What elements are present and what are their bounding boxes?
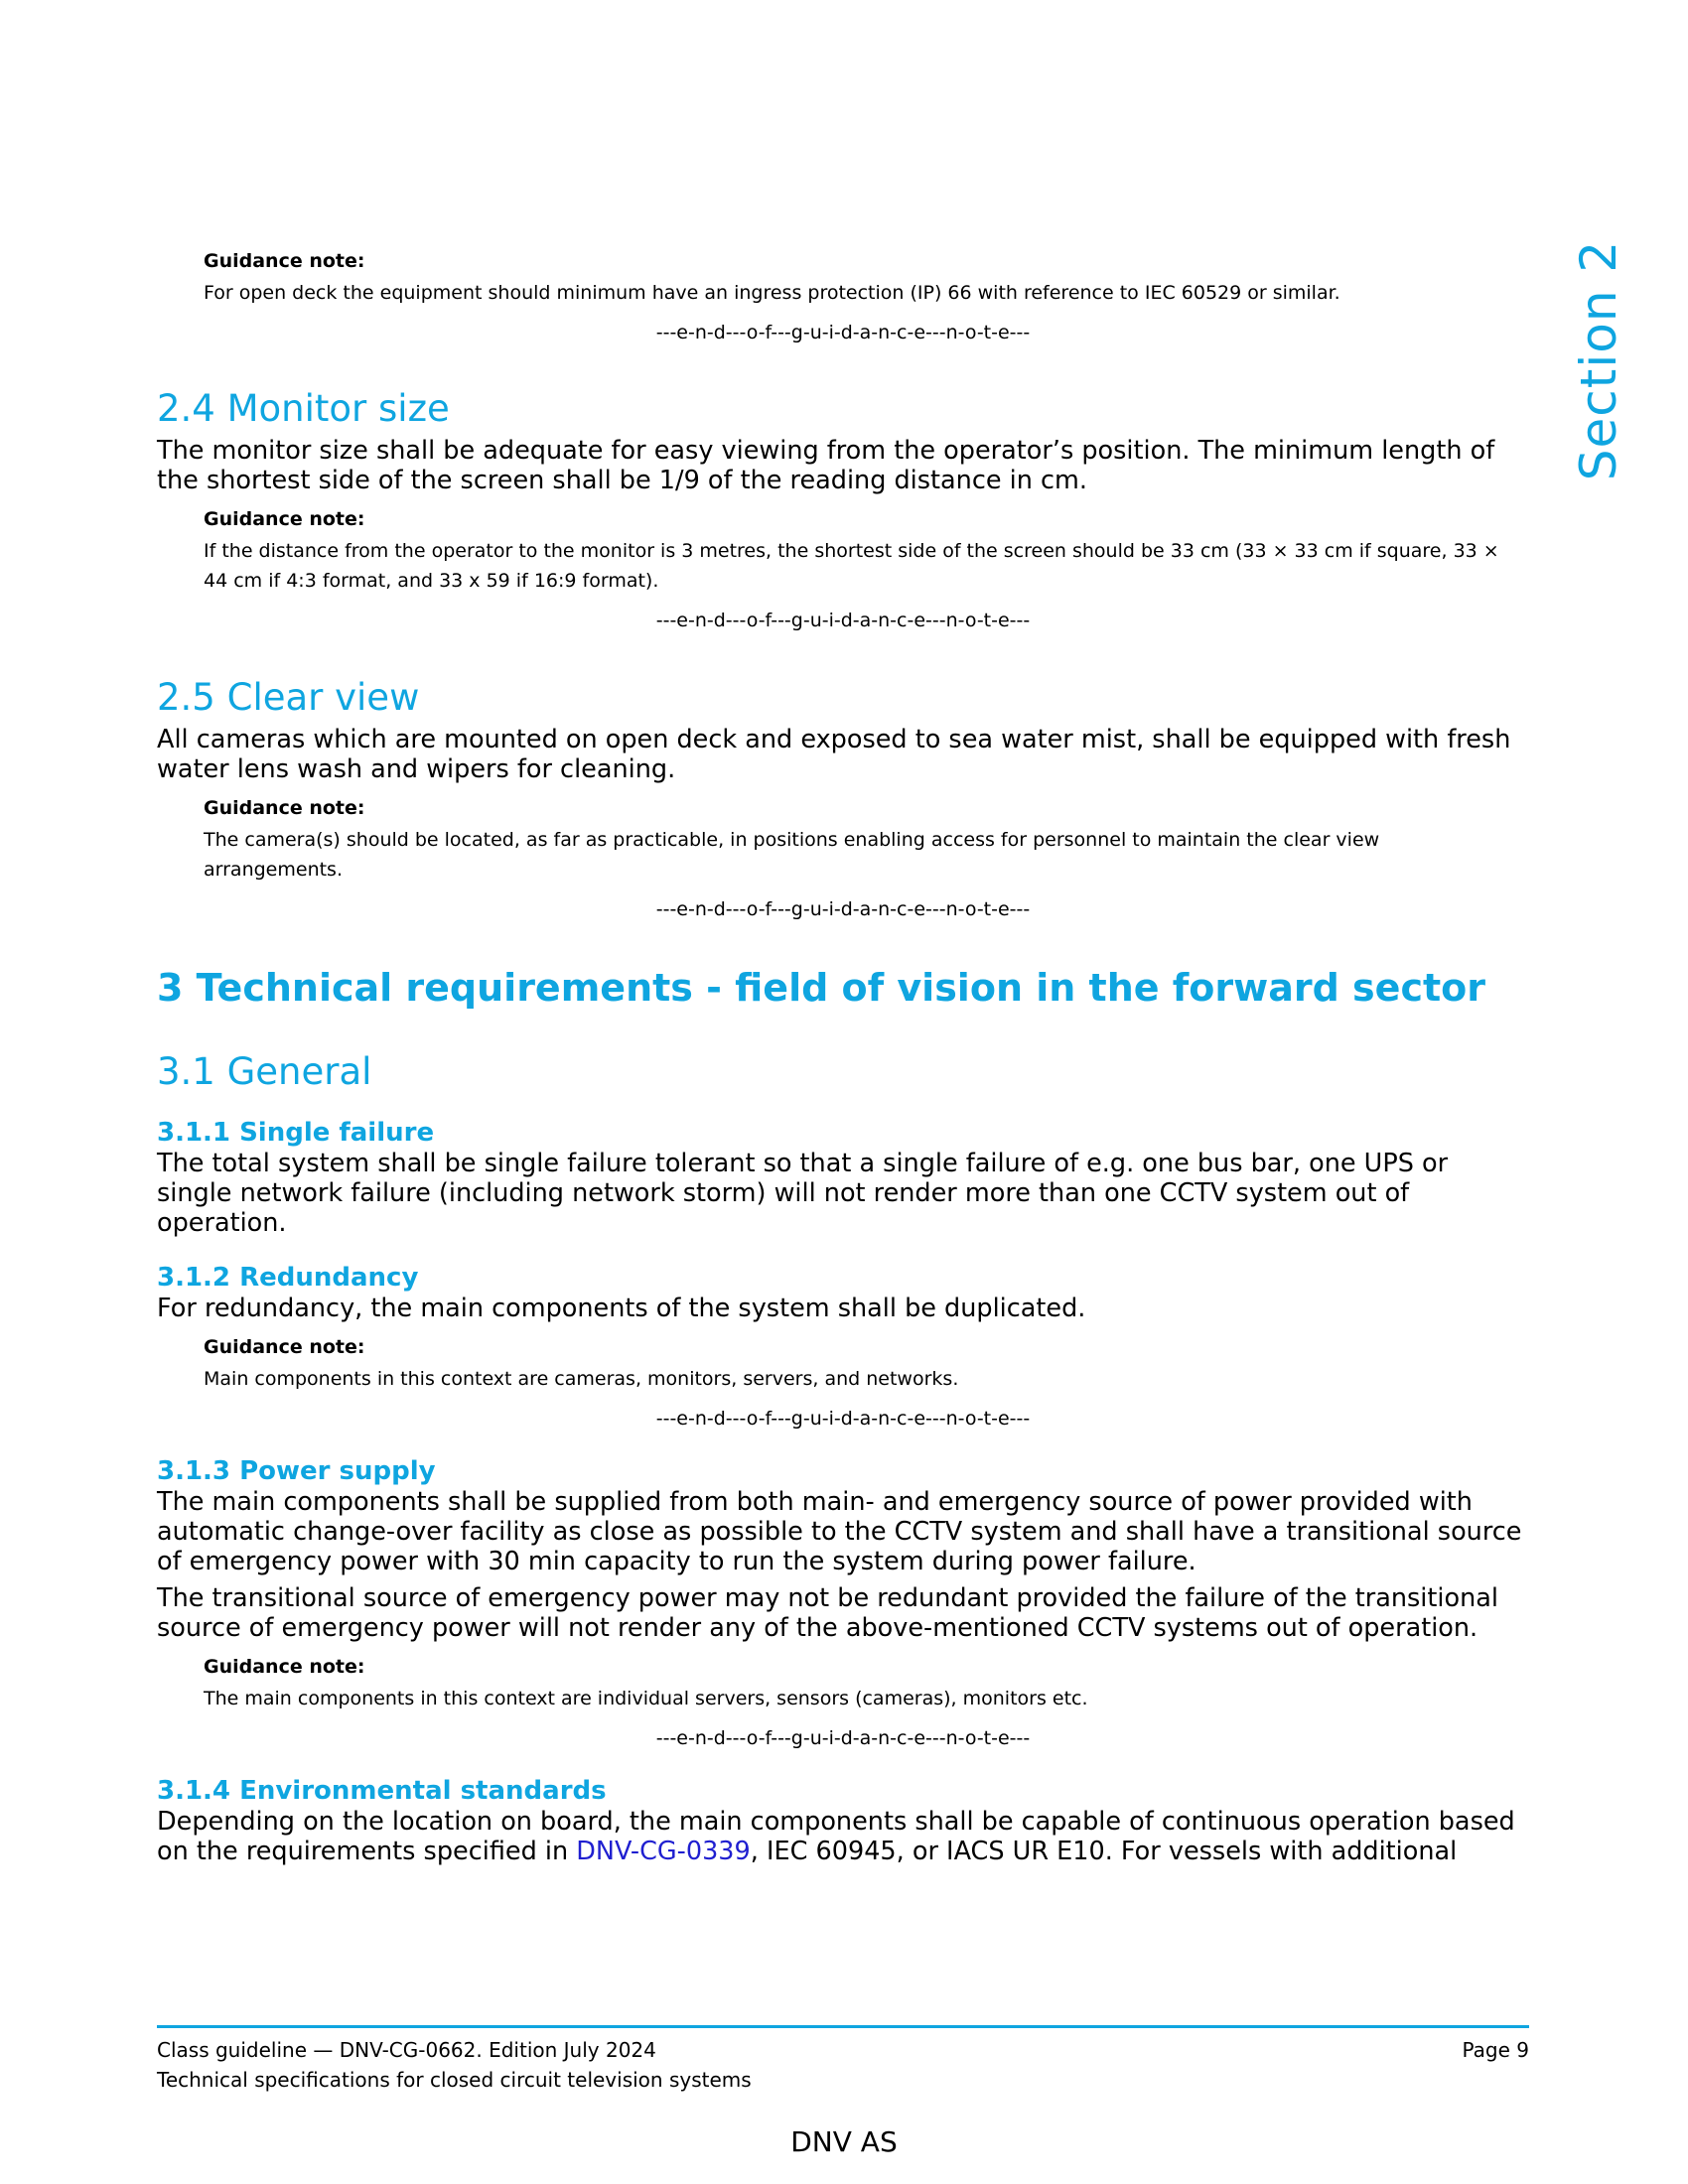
guidance-note-end: ---e-n-d---o-f---g-u-i-d-a-n-c-e---n-o-t-e--- [655, 322, 1031, 343]
guidance-note-label: Guidance note: [204, 1656, 365, 1678]
section-side-tab-label: Section 2 [1570, 239, 1628, 481]
guidance-note-label: Guidance note: [204, 508, 365, 530]
guidance-note-text: For open deck the equipment should minimum have an ingress protection (IP) 66 with reference to IEC 60529 or similar. [204, 282, 1340, 304]
heading-3-1-4: 3.1.4 Environmental standards [157, 1776, 607, 1806]
guidance-note-end: ---e-n-d---o-f---g-u-i-d-a-n-c-e---n-o-t-e--- [655, 1408, 1031, 1430]
footer-document-id: Class guideline — DNV-CG-0662. Edition July 2024 [157, 2038, 656, 2062]
page-content [157, 248, 1529, 1866]
section-side-tab [1549, 239, 1648, 481]
heading-3: 3 Technical requirements - field of vision in the forward sector [157, 966, 1485, 1010]
company-name: DNV AS [790, 2125, 898, 2158]
page-footer [157, 2035, 1529, 2095]
paragraph-3-1-4 [157, 1807, 1529, 1866]
guidance-note-monitor-size [204, 506, 1529, 631]
heading-2-4: 2.4 Monitor size [157, 387, 450, 430]
guidance-note-text: The main components in this context are individual servers, sensors (cameras), monitors etc. [204, 1688, 1088, 1709]
guidance-note-text: The camera(s) should be located, as far as practicable, in positions enabling access for personnel to maintain the clear view arrangements. [204, 829, 1380, 881]
paragraph-3-1-1: The total system shall be single failure tolerant so that a single failure of e.g. one bus bar, one UPS or single network failure (including network storm) will not render more than one CCTV system out of operation. [157, 1149, 1449, 1238]
guidance-note-text: Main components in this context are cameras, monitors, servers, and networks. [204, 1368, 959, 1390]
heading-2-5: 2.5 Clear view [157, 676, 420, 719]
footer-page-number: Page 9 [1462, 2038, 1529, 2062]
guidance-note-label: Guidance note: [204, 250, 365, 272]
heading-3-1-1: 3.1.1 Single failure [157, 1118, 435, 1148]
guidance-note-ip66 [204, 248, 1529, 343]
paragraph-3-1-4-text-start: Depending on the location on board, the main components shall be capable of continuous operation based on the requirements specified in [157, 1807, 1515, 1866]
guidance-note-end: ---e-n-d---o-f---g-u-i-d-a-n-c-e---n-o-t-e--- [655, 898, 1031, 920]
guidance-note-redundancy [204, 1334, 1529, 1430]
paragraph-3-1-2: For redundancy, the main components of the system shall be duplicated. [157, 1294, 1086, 1323]
paragraph-3-1-3-a: The main components shall be supplied from both main- and emergency source of power provided with automatic change-over facility as close as possible to the CCTV system and shall have a transitional source of emergency power with 30 min capacity to run the system during power failure. [157, 1487, 1522, 1576]
guidance-note-end: ---e-n-d---o-f---g-u-i-d-a-n-c-e---n-o-t-e--- [655, 1727, 1031, 1749]
guidance-note-text: If the distance from the operator to the monitor is 3 metres, the shortest side of the screen should be 33 cm (33 × 33 cm if square, 33 × 44 cm if 4:3 format, and 33 x 59 if 16:9 format). [204, 540, 1499, 592]
guidance-note-label: Guidance note: [204, 1336, 365, 1358]
paragraph-2-5: All cameras which are mounted on open deck and exposed to sea water mist, shall be equipped with fresh water lens wash and wipers for cleaning. [157, 725, 1511, 784]
paragraph-2-4: The monitor size shall be adequate for easy viewing from the operator’s position. The minimum length of the shortest side of the screen shall be 1/9 of the reading distance in cm. [157, 436, 1495, 495]
footer-document-title: Technical specifications for closed circuit television systems [157, 2068, 752, 2092]
heading-3-1: 3.1 General [157, 1050, 372, 1093]
paragraph-3-1-4-text-end: , IEC 60945, or IACS UR E10. For vessels with additional [750, 1837, 1458, 1866]
guidance-note-power-supply [204, 1654, 1529, 1749]
guidance-note-end: ---e-n-d---o-f---g-u-i-d-a-n-c-e---n-o-t-e--- [655, 610, 1031, 631]
heading-3-1-3: 3.1.3 Power supply [157, 1456, 436, 1486]
footer-divider [157, 2025, 1529, 2028]
guidance-note-clear-view [204, 795, 1529, 920]
guidance-note-label: Guidance note: [204, 797, 365, 819]
paragraph-3-1-3-b: The transitional source of emergency power may not be redundant provided the failure of the transitional source of emergency power will not render any of the above-mentioned CCTV systems out of operation. [157, 1583, 1498, 1643]
dnv-cg-0339-link[interactable]: DNV-CG-0339 [576, 1837, 751, 1866]
heading-3-1-2: 3.1.2 Redundancy [157, 1263, 419, 1293]
